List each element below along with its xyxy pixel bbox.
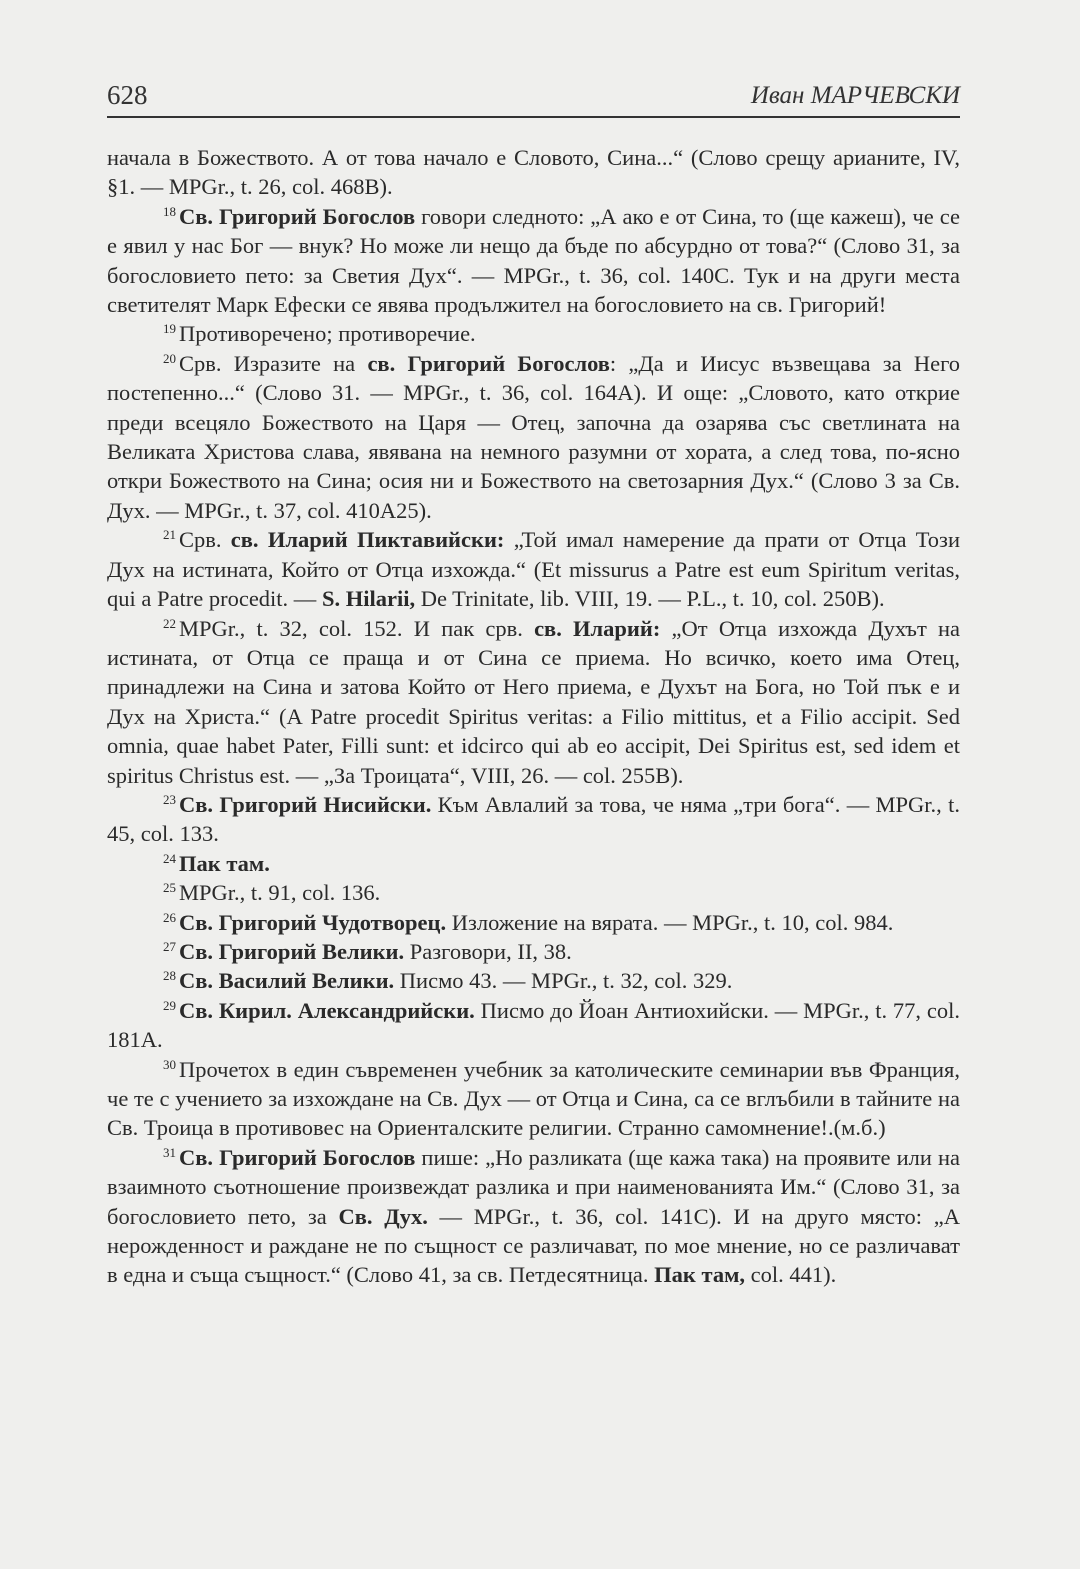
footnote-text: говори следното: „А ако е от Сина, то (ще кажеш), че се е явил у нас Бог — внук? Но може ли нещо да бъде по абсурдно от това?“ (Слово 31, за богословието пето: за Светия Дух“. — MPGr., t. 36, col. 140C. Тук и на други места светителят Марк Ефески се явява продължител на богословието на св. Григорий! [107,203,960,318]
footnote-number: 27 [163,938,176,954]
author-name: Св. Дух. [338,1203,428,1229]
footnote-number: 19 [163,321,176,337]
footnote-31 [107,1143,960,1290]
footnote-text: Противоречено; противоречие. [179,321,476,347]
footnote-text: MPGr., t. 32, col. 152. И пак срв. [179,615,535,641]
author-name: Св. Григорий Богослов [179,1144,416,1170]
footnote-text: : „Да и Иисус възвещава за Него постепенно...“ (Слово 31. — MPGr., t. 36, col. 164A). И още: „Словото, като открие преди всецяло Божеството на Царя — Отец, започна да озарява със светлината на Великата Христова слава, явявана на немного разумни от хората, а след това, по-ясно откри Божеството на Сина; осия ни и Божеството на светозарния Дух.“ (Слово 3 за Св. Дух. — MPGr., t. 37, col. 410A25). [107,350,961,523]
footnote-29 [107,996,960,1055]
footnote-text: De Trinitate, lib. VIII, 19. — P.L., t. 10, col. 250B). [415,586,885,612]
footnote-30 [107,1055,960,1143]
author-name: св. Иларий: [534,615,661,641]
footnote-text: Писмо до Йоан Антиохийски. — MPGr., t. 77, col. 181A. [107,997,960,1053]
footnote-17-continuation: начала в Божеството. А от това начало е Словото, Сина...“ (Слово срещу арианите, IV, §1. — MPGr., t. 26, col. 468B). [107,145,960,200]
footnote-24 [107,849,960,878]
footnote-number: 30 [163,1056,176,1072]
author-name: св. Иларий Пиктавийски: [230,527,505,553]
author-name: S. Hilarii, [321,586,416,612]
author-name: Св. Григорий Нисийски. [179,791,432,817]
footnote-text: „От Отца изхожда Духът на истината, от Отца се праща и от Сина се приема. Но всичко, което има Отец, принадлежи на Сина и затова Който от Него приема, е Духът на Бога, но Той пък е и Дух на Христа.“ (A Patre procedit Spiritus veritas: a Filio mittitus, et a Filio accipit. Sed omnia, quae habet Pater, Filli sunt: et idcirco qui ab eo accipit, Dei Spiritus est, sed idem et spiritus Christus est. — „За Троицата“, VIII, 26. — col. 255B). [107,615,961,788]
footnote-text: col. 441). [745,1262,837,1288]
running-head: Иван МАРЧЕВСКИ [750,82,960,109]
footnote-number: 25 [163,880,176,896]
author-name: Св. Кирил. Александрийски. [179,997,475,1023]
reference-note: Пак там, [654,1262,746,1288]
footnote-number: 22 [163,615,176,631]
page-number: 628 [107,80,148,110]
author-name: св. Григорий Богослов [367,350,610,376]
author-name: Пак там. [179,850,270,876]
footnote-28 [107,966,960,995]
footnote-number: 29 [163,997,176,1013]
footnote-text: „Той имал намерение да прати от Отца Този Дух на истината, Който от Отца изхожда.“ (Et missurus a Patre est eum Spiritum veritas, qui a Patre procedit. — [107,527,960,612]
footnote-number: 20 [163,350,176,366]
author-name: Св. Григорий Богослов [179,203,416,229]
footnote-26 [107,908,960,937]
footnote-18 [107,202,960,320]
footnote-22 [107,614,960,790]
footnote-text: пише: „Но разликата (ще кажа така) на проявите или на взаимното съотношение произвеждат разлика и при наименованията Им.“ (Слово 31, за богословието пето, за [107,1144,960,1229]
footnote-number: 23 [163,791,176,807]
author-name: Св. Василий Велики. [179,968,395,994]
footnote-21 [107,525,960,613]
footnote-27 [107,937,960,966]
page-header [107,80,960,118]
footnote-23 [107,790,960,849]
footnote-text: Към Авлалий за това, че няма „три бога“. — MPGr., t. 45, col. 133. [107,791,960,847]
footnotes-body [107,143,960,1290]
author-name: Св. Григорий Велики. [179,938,405,964]
footnote-text: MPGr., t. 91, col. 136. [179,880,381,906]
footnote-text: Прочетох в един съвременен учебник за католическите семинарии във Франция, че те с учението за изхождане на Св. Дух — от Отца и Сина, са се вглъбили в тайните на Св. Троица в противовес на Ориенталските религии. Странно самомнение!.(м.б.) [107,1056,960,1141]
footnote-text: Срв. [179,527,231,553]
footnote-text: — MPGr., t. 36, col. 141C). И на друго място: „А нерожденност и раждане не по същност се различават, по мое мнение, но се различават в една и съща същност.“ (Слово 41, за св. Петдесятница. [107,1203,960,1288]
footnote-number: 26 [163,909,176,925]
footnote-20 [107,349,960,525]
footnote-text: Разговори, II, 38. [404,938,572,964]
footnote-number: 28 [163,968,176,984]
footnote-number: 18 [163,203,176,219]
footnote-number: 31 [163,1144,176,1160]
footnote-text: Срв. Изразите на [179,350,368,376]
footnote-25 [107,878,960,907]
footnote-19 [107,319,960,348]
footnote-number: 24 [163,850,176,866]
footnote-number: 21 [163,527,176,543]
author-name: Св. Григорий Чудотворец. [179,909,447,935]
footnote-text: Писмо 43. — MPGr., t. 32, col. 329. [394,968,733,994]
footnote-text: Изложение на вярата. — MPGr., t. 10, col. 984. [446,909,894,935]
